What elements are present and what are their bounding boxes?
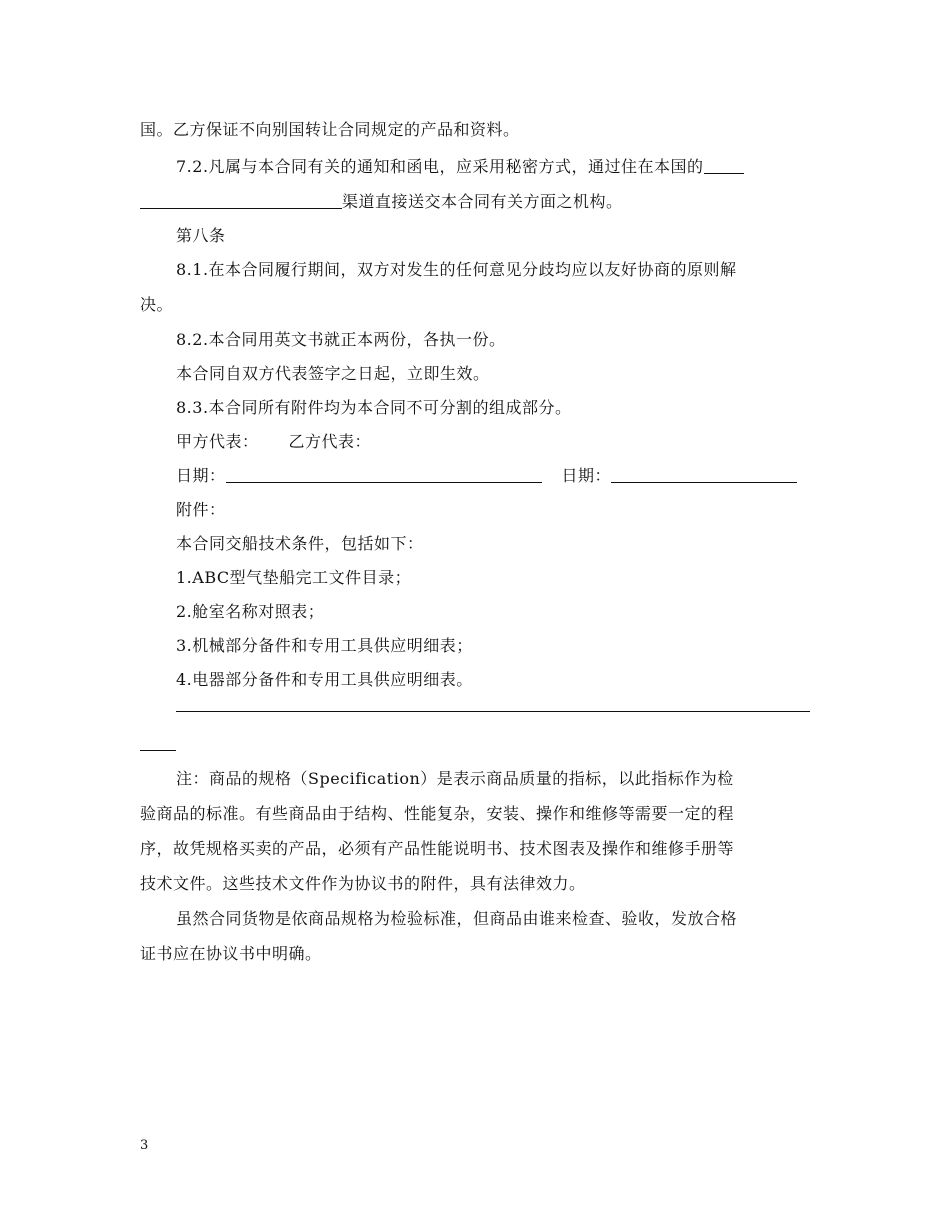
paragraph-line: 8.3.本合同所有附件均为本合同不可分割的组成部分。	[176, 398, 572, 417]
party-b-date-label: 日期：	[561, 466, 612, 485]
date-underline	[226, 464, 542, 483]
list-item: 1.ABC型气垫船完工文件目录；	[176, 568, 412, 587]
paragraph-line: 本合同交船技术条件，包括如下：	[176, 534, 424, 553]
paragraph-line	[176, 150, 810, 184]
separator-rule-tail	[140, 750, 176, 751]
blank-underline	[704, 155, 744, 174]
list-item: 4.电器部分备件和专用工具供应明细表。	[176, 670, 473, 689]
paragraph-line: 8.1.在本合同履行期间，双方对发生的任何意见分歧均应以友好协商的原则解	[176, 260, 737, 279]
date-line	[176, 459, 810, 493]
blank-underline	[140, 190, 342, 209]
separator-rule	[176, 711, 810, 712]
note-line: 证书应在协议书中明确。	[140, 944, 322, 963]
clause-7-2-text: 7.2.凡属与本合同有关的通知和函电，应采用秘密方式，通过住在本国的	[176, 157, 704, 176]
date-underline	[611, 464, 797, 483]
party-a-date-label: 日期：	[176, 466, 226, 485]
paragraph-line: 决。	[140, 295, 174, 314]
party-b-rep-label: 乙方代表：	[288, 432, 372, 451]
paragraph-line: 国。乙方保证不向别国转让合同规定的产品和资料。	[140, 120, 520, 139]
note-line: 验商品的标准。有些商品由于结构、性能复杂，安装、操作和维修等需要一定的程	[140, 804, 735, 823]
article-heading: 第八条	[176, 226, 226, 245]
paragraph-line: 8.2.本合同用英文书就正本两份，各执一份。	[176, 330, 506, 349]
list-item: 3.机械部分备件和专用工具供应明细表；	[176, 636, 473, 655]
paragraph-line: 本合同自双方代表签字之日起，立即生效。	[176, 364, 490, 383]
note-line: 虽然合同货物是依商品规格为检验标准，但商品由谁来检查、验收，发放合格	[176, 909, 738, 928]
paragraph-line	[140, 185, 810, 219]
clause-7-2-cont: 渠道直接送交本合同有关方面之机构。	[342, 192, 623, 211]
list-item: 2.舱室名称对照表；	[176, 602, 325, 621]
note-line: 技术文件。这些技术文件作为协议书的附件，具有法律效力。	[140, 874, 586, 893]
signature-line	[176, 425, 810, 459]
note-line: 序，故凭规格买卖的产品，必须有产品性能说明书、技术图表及操作和维修手册等	[140, 839, 735, 858]
attachments-heading: 附件：	[176, 500, 226, 519]
page-number: 3	[140, 1138, 149, 1153]
note-line: 注：商品的规格（Specification）是表示商品质量的指标，以此指标作为检	[176, 769, 734, 788]
party-a-rep-label: 甲方代表：	[176, 432, 259, 451]
